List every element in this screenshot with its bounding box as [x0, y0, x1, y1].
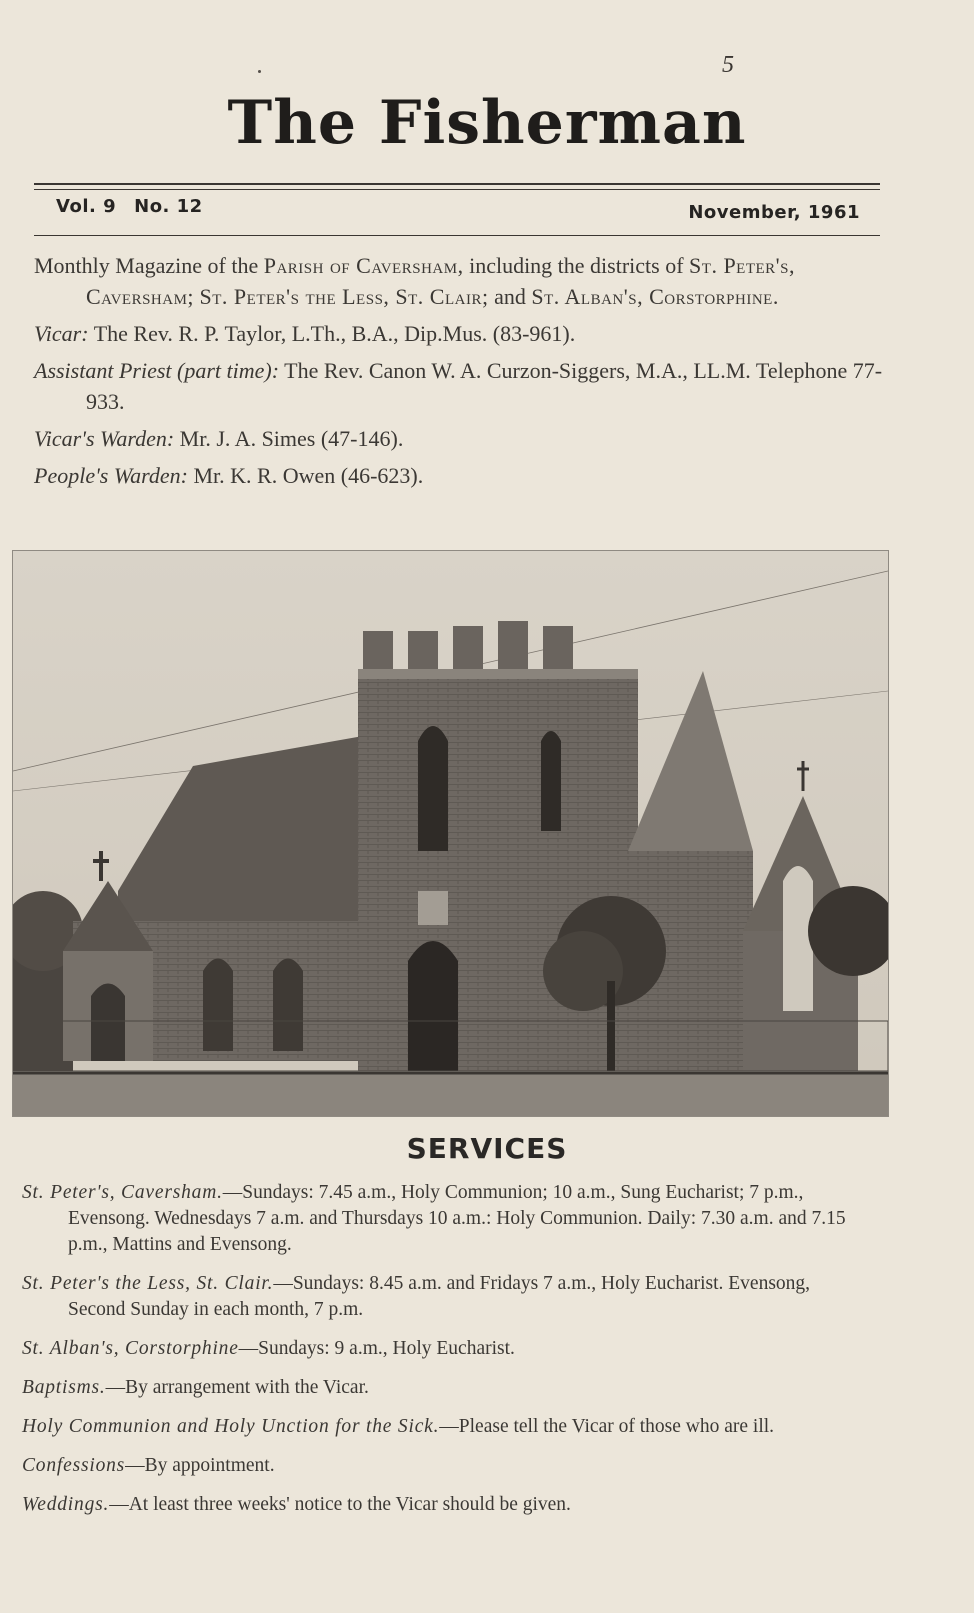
service-label: St. Peter's, Caversham. [22, 1182, 223, 1203]
intro-mid-text: including the districts of [469, 253, 684, 278]
district-st-peters-less: St. Peter's the Less, St. Clair; [199, 284, 489, 309]
issue-date: November, 1961 [688, 202, 860, 223]
staff-role: Assistant Priest (part time): [34, 358, 280, 383]
tower-window [418, 726, 448, 851]
issue-number: No. 12 [134, 196, 203, 217]
service-label: St. Alban's, Corstorphine [22, 1338, 239, 1359]
district-st-albans: St. Alban's, Corstorphine. [531, 284, 779, 309]
issue-volume: Vol. 9 [56, 196, 117, 217]
staff-role: Vicar's Warden: [34, 426, 175, 451]
issue-volume-number [56, 196, 221, 217]
staff-detail: Mr. K. R. Owen (46-623). [193, 463, 424, 488]
parish-name: Parish of Caversham, [263, 253, 464, 278]
service-text: —Sundays: 9 a.m., Holy Eucharist. [238, 1338, 515, 1359]
staff-detail: Mr. J. A. Simes (47-146). [179, 426, 404, 451]
tower-door [408, 941, 458, 1071]
staff-vicars-warden [34, 423, 884, 454]
service-label: Holy Communion and Holy Unction for the Sick. [22, 1416, 440, 1437]
services-list [22, 1180, 870, 1531]
service-st-peters-caversham [22, 1180, 870, 1258]
tree-trunk [607, 981, 615, 1071]
masthead-rule-top [34, 183, 880, 185]
church-illustration [13, 551, 888, 1116]
service-text: —Please tell the Vicar of those who are ill. [439, 1416, 775, 1437]
services-heading: SERVICES [406, 1132, 568, 1165]
intro-lead-text: Monthly Magazine of the [34, 253, 259, 278]
service-label: St. Peter's the Less, St. Clair. [22, 1273, 274, 1294]
service-sick-communion [22, 1414, 870, 1440]
service-label: Confessions [22, 1455, 126, 1476]
tower-shield [418, 891, 448, 925]
intro-block [34, 250, 884, 497]
service-text: —Sundays: 7.45 a.m., Holy Communion; 10 a.m., Sung Eucharist; 7 p.m., Evensong. Wednesdays 7 a.m. and Thursdays 10 a.m.: Holy Communion. Daily: 7.30 a.m. and 7.15 p.m., Mattins and Evensong. [68, 1182, 846, 1255]
staff-assistant-priest [34, 355, 884, 417]
porch-door [91, 984, 125, 1062]
service-baptisms [22, 1375, 870, 1401]
parish-description [34, 250, 884, 312]
staff-role: Vicar: [34, 321, 89, 346]
staff-role: People's Warden: [34, 463, 188, 488]
service-confessions [22, 1453, 870, 1479]
battlement [543, 626, 573, 676]
battlement [453, 626, 483, 676]
service-text: —By appointment. [125, 1455, 275, 1476]
service-label: Weddings. [22, 1494, 110, 1515]
service-text: —By arrangement with the Vicar. [105, 1377, 369, 1398]
staff-peoples-warden [34, 460, 884, 491]
district-st-peters: St. Peter's, Caversham; [86, 253, 795, 309]
church-photo [12, 550, 889, 1117]
service-text: —At least three weeks' notice to the Vicar should be given. [109, 1494, 571, 1515]
street [13, 1071, 888, 1116]
service-weddings [22, 1492, 870, 1518]
east-window [783, 866, 813, 1011]
staff-vicar [34, 318, 884, 349]
masthead-rule-top-thin [34, 189, 880, 190]
tower-window [541, 731, 561, 831]
masthead-rule-bottom [34, 235, 880, 236]
nave-window [203, 959, 233, 1052]
tower [358, 671, 638, 1071]
staff-detail: The Rev. R. P. Taylor, L.Th., B.A., Dip.Mus. (83-961). [93, 321, 576, 346]
battlement [498, 621, 528, 676]
page-number: 5 [722, 52, 734, 78]
service-st-albans [22, 1336, 870, 1362]
tower-cornice [358, 669, 638, 679]
staff-detail: The Rev. Canon W. A. Curzon-Siggers, M.A., LL.M. Telephone 77-933. [86, 358, 883, 414]
print-speck [258, 70, 261, 73]
masthead-title: The Fisherman [227, 88, 747, 158]
service-text: —Sundays: 8.45 a.m. and Fridays 7 a.m., Holy Eucharist. Evensong, Second Sunday in each month, 7 p.m. [68, 1273, 811, 1320]
service-st-peters-the-less [22, 1271, 870, 1323]
service-label: Baptisms. [22, 1377, 106, 1398]
nave-window [273, 959, 303, 1052]
intro-and-text: and [494, 284, 526, 309]
